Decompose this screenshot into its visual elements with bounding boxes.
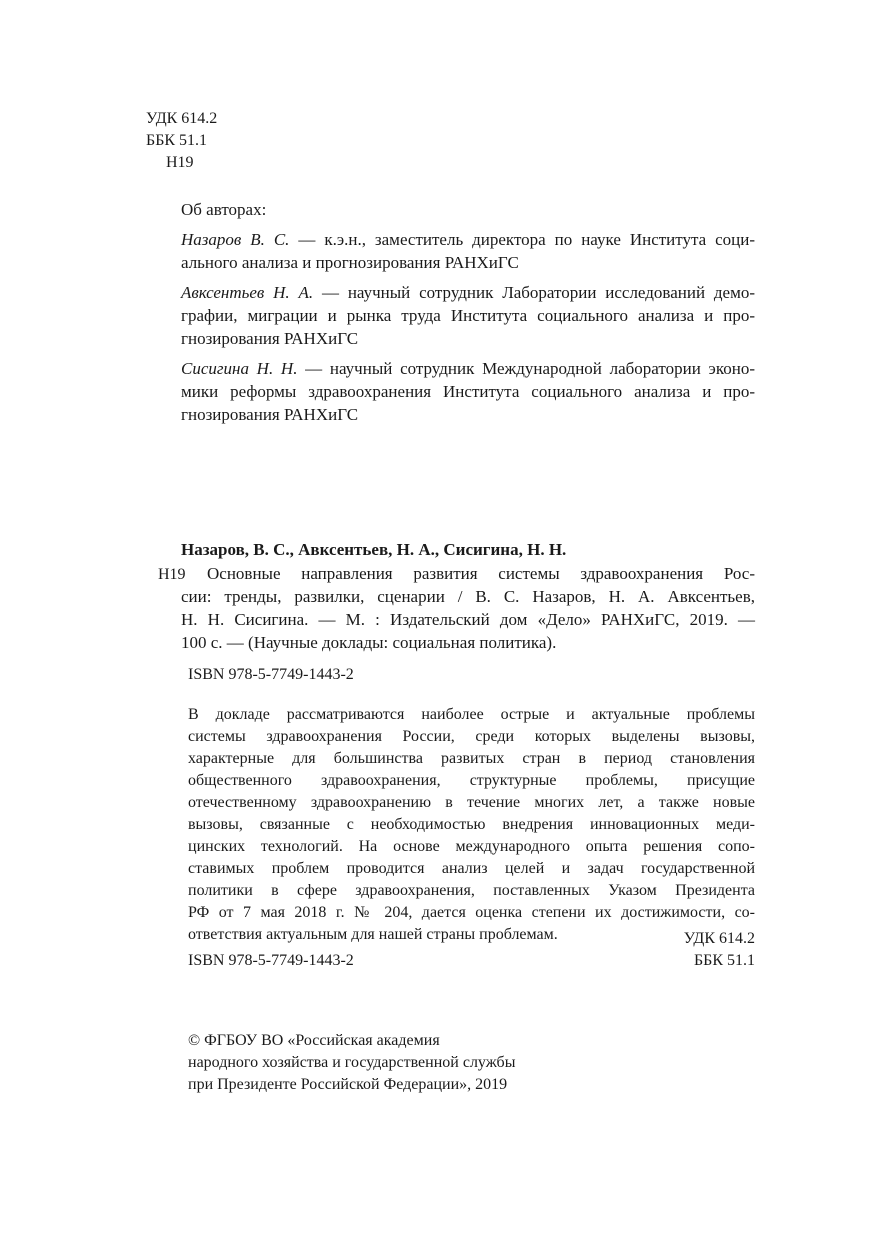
author-entry-nazarov (181, 228, 755, 274)
author-entry-line: мики реформы здравоохранения Института социального анализа и про- (181, 382, 755, 401)
author-entry-line: Авксентьев Н. А. — научный сотрудник Лаборатории исследований демо- (181, 283, 755, 302)
footer-udk: УДК 614.2 (683, 930, 755, 947)
copyright-line: © ФГБОУ ВО «Российская академия (188, 1032, 440, 1049)
bib-description-line: Н. Н. Сисигина. — М. : Издательский дом «Дело» РАНХиГС, 2019. — (181, 610, 755, 629)
author-entry-line: гнозирования РАНХиГС (181, 329, 359, 348)
abstract-line: отечественному здравоохранению в течение многих лет, а также новые (188, 794, 755, 811)
copyright-block (188, 1030, 515, 1096)
udk-code: УДК 614.2 (146, 110, 218, 127)
bib-description-line: Основные направления развития системы здравоохранения Рос- (207, 564, 755, 583)
author-name: Авксентьев Н. А. (181, 283, 314, 302)
author-mark: Н19 (166, 154, 194, 171)
abstract-line: общественного здравоохранения, структурные проблемы, присущие (188, 772, 755, 789)
footer-isbn: ISBN 978-5-7749-1443-2 (188, 952, 354, 969)
author-entry-sisigina (181, 357, 755, 426)
author-entry-avksentyev (181, 281, 755, 350)
footer-bbk: ББК 51.1 (693, 952, 755, 969)
abstract-line: характерные для большинства развитых стран в период становления (188, 750, 755, 767)
author-entry-line: Сисигина Н. Н. — научный сотрудник Международной лаборатории эконо- (181, 359, 755, 378)
abstract-line: вызовы, связанные с необходимостью внедрения инновационных меди- (188, 816, 755, 833)
bib-isbn: ISBN 978-5-7749-1443-2 (188, 666, 354, 683)
bib-description-line: 100 с. — (Научные доклады: социальная политика). (181, 633, 557, 652)
abstract-line: системы здравоохранения России, среди которых выделены вызовы, (188, 728, 755, 745)
abstract-line: ставимых проблем проводится анализ целей и задач государственной (188, 860, 755, 877)
bbk-code: ББК 51.1 (146, 132, 208, 149)
abstract-line: В докладе рассматриваются наиболее острые и актуальные проблемы (188, 706, 755, 723)
copyright-line: народного хозяйства и государственной службы (188, 1054, 516, 1071)
bib-authors-header: Назаров, В. С., Авксентьев, Н. А., Сисигина, Н. Н. (181, 540, 567, 559)
author-entry-line: Назаров В. С. — к.э.н., заместитель директора по науке Института соци- (181, 230, 756, 249)
authors-heading: Об авторах: (181, 200, 267, 219)
bib-description-line: сии: тренды, развилки, сценарии / В. С. Назаров, Н. А. Авксентьев, (181, 587, 755, 606)
bib-author-mark: Н19 (158, 566, 186, 583)
classification-block (146, 108, 217, 174)
author-entry-line: графии, миграции и рынка труда Института социального анализа и про- (181, 306, 755, 325)
author-name: Назаров В. С. (181, 230, 290, 249)
author-entry-line: ального анализа и прогнозирования РАНХиГС (181, 253, 519, 272)
author-name: Сисигина Н. Н. (181, 359, 298, 378)
abstract-line: цинских технологий. На основе международного опыта решения сопо- (188, 838, 755, 855)
abstract-line: политики в сфере здравоохранения, поставленных Указом Президента (188, 882, 755, 899)
abstract-line: РФ от 7 мая 2018 г. № 204, дается оценка степени их достижимости, со- (188, 904, 755, 921)
author-entry-line: гнозирования РАНХиГС (181, 405, 359, 424)
abstract (188, 704, 755, 946)
bib-description (181, 562, 755, 654)
abstract-line: ответствия актуальным для нашей страны проблемам. (188, 926, 558, 943)
authors-section (181, 198, 755, 426)
copyright-line: при Президенте Российской Федерации», 2019 (188, 1076, 508, 1093)
